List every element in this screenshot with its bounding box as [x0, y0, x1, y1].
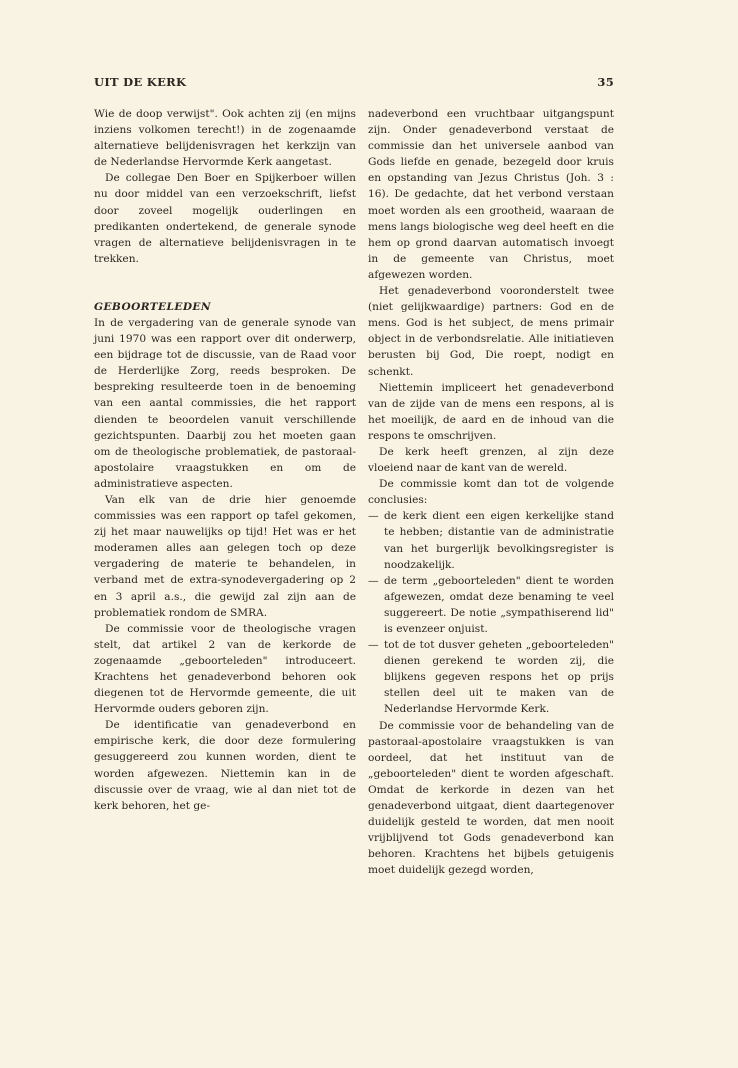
conclusion-text: de kerk dient een eigen kerkelijke stand te hebben; distantie van de administratie van het burgerlijk bevolkingsregister is noodzakelijk. [384, 510, 614, 571]
conclusion-text: tot de tot dusver geheten „geboorteleden" dienen gerekend te worden zij, die blijkens gegeven respons het op prijs stellen deel uit te maken van de Nederlandse Hervormde Kerk. [384, 639, 614, 716]
right-column [368, 106, 614, 879]
paragraph: De kerk heeft grenzen, al zijn deze vloeiend naar de kant van de wereld. [368, 445, 614, 475]
paragraph: De commissie voor de behandeling van de pastoraal-apostolaire vraagstukken is van oordeel, dat het instituut van de „geboorteleden" dient te worden afgeschaft. Omdat de kerkorde in dezen van het genadeverbond uitgaat, dient daartegenover duidelijk gesteld te worden, dat men nooit vrijblijvend tot Gods genadeverbond kan behoren. Krachtens het bijbels getuigenis moet duidelijk gezegd worden, [368, 719, 614, 877]
section-spacer [94, 267, 356, 299]
paragraph: De collegae Den Boer en Spijkerboer willen nu door middel van een verzoekschrift, liefst door zoveel mogelijk ouderlingen en predikanten ondertekend, de generale synode vragen de alternatieve belijdenisvragen in te trekken. [94, 172, 356, 265]
dash-marker: — [368, 574, 379, 587]
dash-marker: — [368, 639, 379, 652]
dash-marker: — [368, 510, 379, 523]
section-heading: GEBOORTELEDEN [94, 300, 211, 313]
paragraph: nadeverbond een vruchtbaar uitgangspunt zijn. Onder genadeverbond verstaat de commissie dan het universele aanbod van Gods liefde en genade, bezegeld door kruis en opstanding van Jezus Christus (Joh. 3 : 16). De gedachte, dat het verbond verstaan moet worden als een grootheid, waaraan de mens langs biologische weg deel heeft en die hem op grond daarvan automatisch invoegt in de gemeente van Christus, moet afgewezen worden. [368, 108, 614, 281]
running-title: UIT DE KERK [94, 75, 187, 89]
conclusion-item [368, 637, 614, 717]
paragraph: Niettemin impliceert het genadeverbond van de zijde van de mens een respons, al is het moeilijk, de aard en de inhoud van die respons te omschrijven. [368, 381, 614, 442]
paragraph: De commissie komt dan tot de volgende conclusies: [368, 478, 614, 507]
paragraph: De commissie voor de theologische vragen stelt, dat artikel 2 van de kerkorde de zogenaamde „geboorteleden" introduceert. Krachtens het genadeverbond behoren ook diegenen tot de Hervormde gemeente, die uit Hervormde ouders geboren zijn. [94, 622, 356, 716]
conclusion-item [368, 573, 614, 637]
conclusion-item [368, 508, 614, 572]
paragraph: In de vergadering van de generale synode van juni 1970 was een rapport over dit onderwerp, een bijdrage tot de discussie, van de Raad voor de Herderlijke Zorg, reeds besproken. De bespreking resulteerde toen in de benoeming van een aantal commissies, die het rapport dienden te beoordelen vanuit verschillende gezichtspunten. Daarbij zou het moeten gaan om de theologische problematiek, de pastoraal-apostolaire vraagstukken en om de administratieve aspecten. [94, 316, 356, 490]
conclusion-text: de term „geboorteleden" dient te worden afgewezen, omdat deze benaming te veel suggereert. De notie „sympathiserend lid" is evenzeer onjuist. [384, 574, 614, 635]
page-number: 35 [597, 75, 614, 89]
paragraph: Het genadeverbond vooronderstelt twee (niet gelijkwaardige) partners: God en de mens. God is het subject, de mens primair object in de verbondsrelatie. Alle initiatieven berusten bij God, Die roept, nodigt en schenkt. [368, 285, 614, 378]
left-column [94, 106, 356, 814]
paragraph: Van elk van de drie hier genoemde commissies was een rapport op tafel gekomen, zij het maar nauwelijks op tijd! Het was er het moderamen alles aan gelegen toch op deze vergadering de materie te behandelen, in verband met de extra-synodevergadering op 2 en 3 april a.s., die gewijd zal zijn aan de problematiek rondom de SMRA. [94, 493, 356, 619]
paragraph: De identificatie van genadeverbond en empirische kerk, die door deze formulering gesuggereerd zou kunnen worden, dient te worden afgewezen. Niettemin kan in de discussie over de vraag, wie al dan niet tot de kerk behoren, het ge- [94, 719, 356, 812]
paragraph: Wie de doop verwijst". Ook achten zij (en mijns inziens volkomen terecht!) in de zogenaamde alternatieve belijdenisvragen het kerkzijn van de Nederlandse Hervormde Kerk aangetast. [94, 108, 356, 169]
